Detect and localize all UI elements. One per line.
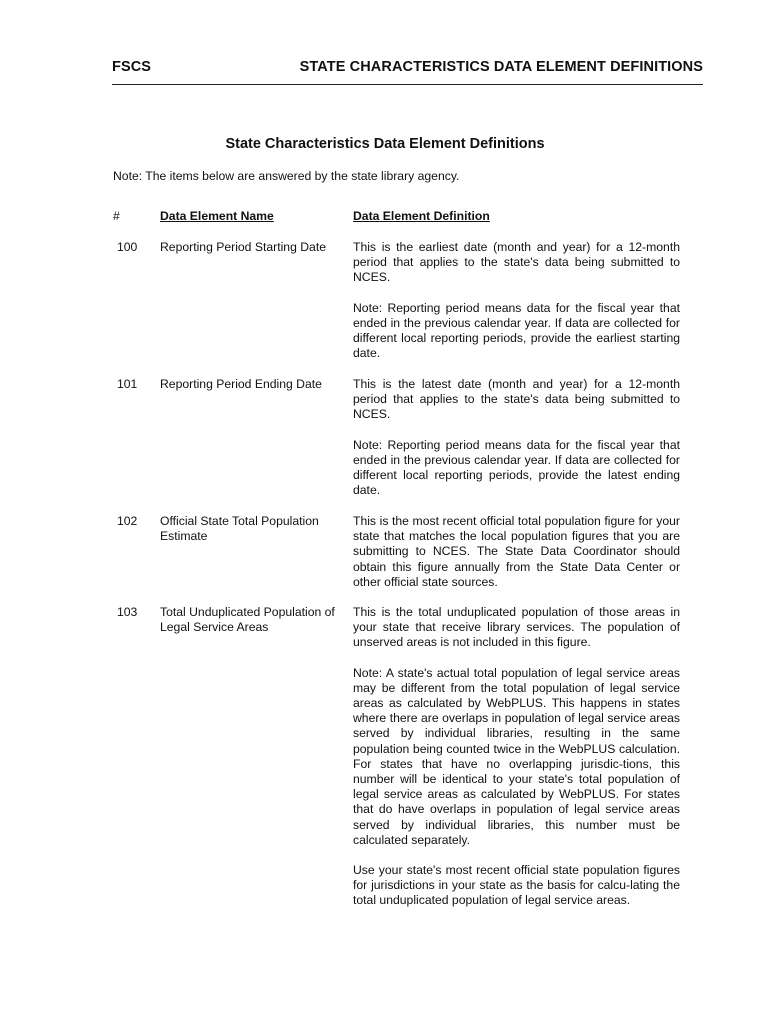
definition-paragraph: This is the earliest date (month and year) for a 12-month period that applies to the state's data being submitted to NCES. [353,240,680,285]
element-definition [353,514,680,590]
column-header-number: # [113,209,120,223]
header-section-title: STATE CHARACTERISTICS DATA ELEMENT DEFINITIONS [299,59,703,75]
element-number: 101 [117,377,138,391]
element-number: 103 [117,605,138,619]
element-name: Official State Total Population Estimate [160,514,319,544]
definition-paragraph: Use your state's most recent official state population figures for jurisdictions in your state as the basis for calcu-lating the total unduplicated population of legal service areas. [353,863,680,908]
column-header-name: Data Element Name [160,209,274,223]
element-definition [353,240,680,361]
definition-paragraph: Note: A state's actual total population of legal service areas may be different from the total population of legal service areas as calculated by WebPLUS. This happens in states where there are overlaps in population of legal service areas served by individual libraries, resulting in the same population being counted twice in the WebPLUS calculation. For states that have no overlapping jurisdic-tions, this number will be identical to your state's total population of legal service areas as calculated by WebPLUS. For states that do have overlaps in population of legal service areas served by individual libraries, this number must be calculated separately. [353,665,680,847]
element-name: Total Unduplicated Population of Legal Service Areas [160,605,335,635]
column-header-definition: Data Element Definition [353,209,490,223]
element-definition [353,377,680,498]
element-number: 100 [117,240,138,254]
definition-paragraph: Note: Reporting period means data for the fiscal year that ended in the previous calendar year. If data are collected for different local reporting periods, provide the latest ending date. [353,437,680,498]
running-header [112,58,703,85]
element-name: Reporting Period Ending Date [160,377,322,391]
definition-paragraph: This is the most recent official total population figure for your state that matches the local population figures that you are submitting to NCES. The State Data Coordinator should obtain this figure annually from the State Data Center or other official state sources. [353,514,680,589]
header-agency: FSCS [112,59,152,75]
definition-paragraph: Note: Reporting period means data for the fiscal year that ended in the previous calendar year. If data are collected for different local reporting periods, provide the earliest starting date. [353,300,680,361]
definition-paragraph: This is the latest date (month and year) for a 12-month period that applies to the state's data being submitted to NCES. [353,377,680,422]
intro-note: Note: The items below are answered by the state library agency. [113,169,460,183]
element-definition [353,605,680,909]
definition-paragraph: This is the total unduplicated population of those areas in your state that receive library services. The population of unserved areas is not included in this figure. [353,605,680,650]
element-number: 102 [117,514,138,528]
page-title: State Characteristics Data Element Definitions [225,136,545,152]
element-name: Reporting Period Starting Date [160,240,326,254]
